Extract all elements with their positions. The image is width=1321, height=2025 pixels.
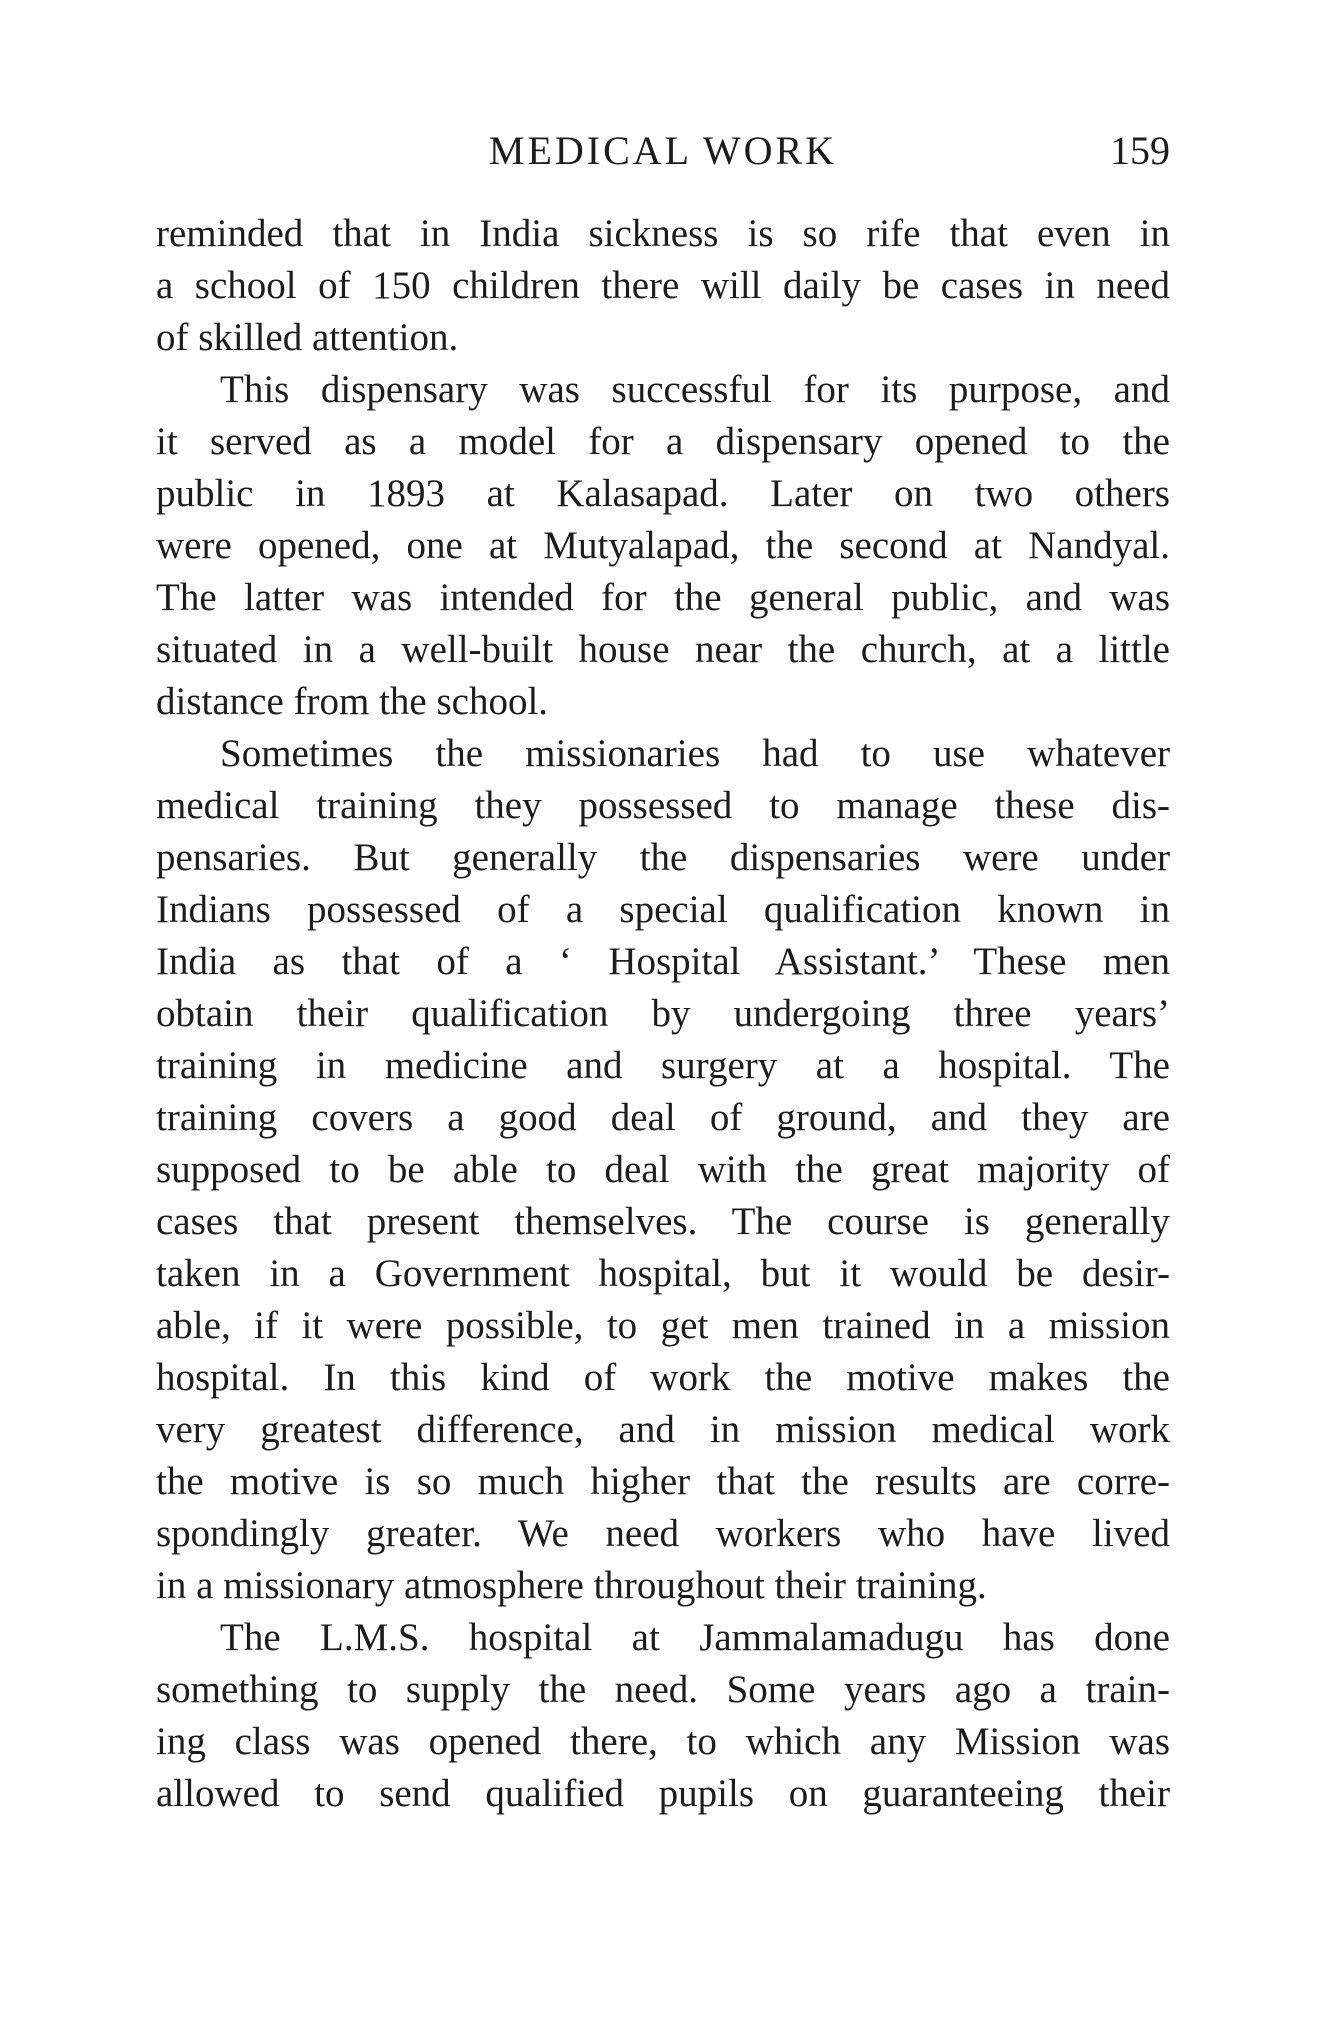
paragraph	[156, 364, 1170, 728]
page-number: 159	[1110, 128, 1170, 173]
paragraph	[156, 728, 1170, 1612]
text-line: the motive is so much higher that the results are corre-	[156, 1460, 1170, 1503]
text-line: something to supply the need. Some years ago a train-	[156, 1668, 1170, 1711]
text-line: The latter was intended for the general public, and was	[156, 576, 1170, 619]
text-line: reminded that in India sickness is so rife that even in	[156, 212, 1170, 255]
text-line: India as that of a ‘ Hospital Assistant.’ These men	[156, 940, 1170, 983]
text-line: hospital. In this kind of work the motive makes the	[156, 1356, 1170, 1399]
paragraph	[156, 1612, 1170, 1820]
text-line: Sometimes the missionaries had to use whatever	[220, 732, 1170, 775]
text-line: situated in a well-built house near the church, at a little	[156, 628, 1170, 671]
text-line: medical training they possessed to manage these dis-	[156, 784, 1170, 827]
paragraph	[156, 208, 1170, 364]
text-line: were opened, one at Mutyalapad, the second at Nandyal.	[156, 524, 1170, 567]
text-line: spondingly greater. We need workers who have lived	[156, 1512, 1170, 1555]
text-line: of skilled attention.	[156, 316, 459, 359]
chapter-title: MEDICAL WORK	[488, 128, 838, 173]
text-line: public in 1893 at Kalasapad. Later on two others	[156, 472, 1170, 515]
text-line: cases that present themselves. The course is generally	[156, 1200, 1170, 1243]
text-line: taken in a Government hospital, but it would be desir-	[156, 1252, 1170, 1295]
text-line: training in medicine and surgery at a hospital. The	[156, 1044, 1170, 1087]
text-line: obtain their qualification by undergoing three years’	[156, 992, 1170, 1035]
text-line: distance from the school.	[156, 680, 549, 723]
text-line: in a missionary atmosphere throughout their training.	[156, 1564, 987, 1607]
text-line: Indians possessed of a special qualification known in	[156, 888, 1170, 931]
body-text	[156, 208, 1170, 1820]
text-line: very greatest difference, and in mission medical work	[156, 1408, 1170, 1451]
text-line: allowed to send qualified pupils on guaranteeing their	[156, 1772, 1170, 1815]
text-line: it served as a model for a dispensary opened to the	[156, 420, 1170, 463]
text-line: supposed to be able to deal with the great majority of	[156, 1148, 1170, 1191]
text-line: ing class was opened there, to which any Mission was	[156, 1720, 1170, 1763]
running-head	[156, 124, 1170, 178]
text-line: training covers a good deal of ground, and they are	[156, 1096, 1170, 1139]
text-line: The L.M.S. hospital at Jammalamadugu has done	[220, 1616, 1170, 1659]
text-line: a school of 150 children there will daily be cases in need	[156, 264, 1170, 307]
text-line: pensaries. But generally the dispensaries were under	[156, 836, 1170, 879]
text-line: able, if it were possible, to get men trained in a mission	[156, 1304, 1170, 1347]
text-line: This dispensary was successful for its purpose, and	[220, 368, 1170, 411]
